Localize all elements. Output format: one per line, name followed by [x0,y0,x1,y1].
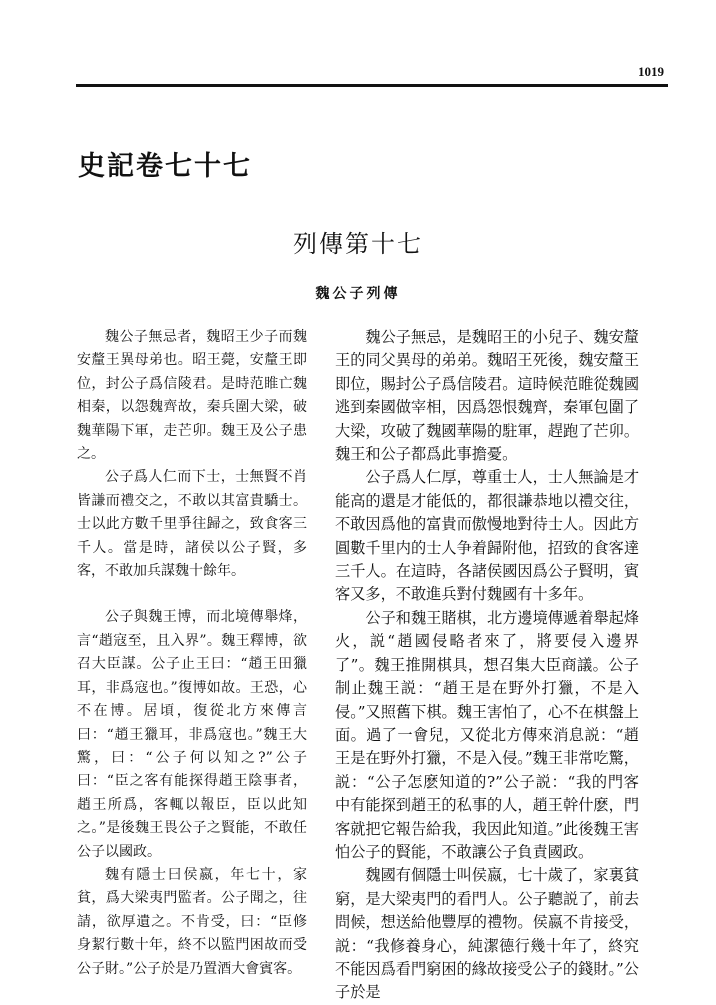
modern-paragraph-2: 公子爲人仁厚，尊重士人，士人無論是才能高的還是才能低的，都很謙恭地以禮交往，不敢因爲他的富貴而傲慢地對待士人。因此方圓數千里内的士人争着歸附他，招致的食客達三千人。在這時，各諸侯國因爲公子賢明，賓客又多，不敢進兵對付魏國有十多年。 [335,468,639,604]
modern-translation-column [335,326,639,1005]
classical-paragraph-4: 魏有隱士曰侯嬴，年七十，家貧，爲大梁夷門監者。公子聞之，往請，欲厚遺之。不肯受，曰：“臣修身絜行數十年，終不以監門困故而受公子財。”公子於是乃置酒大會賓客。 [77,866,307,977]
header-rule [76,84,668,87]
page-number: 1019 [638,64,664,79]
classical-paragraph-3: 公子與魏王博，而北境傳舉烽，言“趙寇至，且入界”。魏王釋博，欲召大臣謀。公子止王曰：“趙王田獵耳，非爲寇也。”復博如故。王恐，心不在博。居頃，復從北方來傳言曰：“趙王獵耳，非爲寇也。”魏王大驚，曰：“公子何以知之?”公子曰：“臣之客有能探得趙王陰事者，趙王所爲，客輒以報臣，臣以此知之。”是後魏王畏公子之賢能，不敢任公子以國政。 [77,609,307,860]
classical-paragraph-2: 公子爲人仁而下士，士無賢不肖皆謙而禮交之，不敢以其富貴驕士。士以此方數千里爭往歸之，致食客三千人。當是時，諸侯以公子賢，多客，不敢加兵謀魏十餘年。 [77,469,307,580]
section-title: 魏公子列傳 [315,286,401,302]
book-title: 史記卷七十七 [78,151,252,182]
chapter-title: 列傳第十七 [293,230,423,258]
modern-paragraph-4: 魏國有個隱士叫侯嬴，七十歲了，家裏貧窮，是大梁夷門的看門人。公子聽説了，前去問候，想送給他豐厚的禮物。侯嬴不肯接受，説：“我修養身心，純潔德行幾十年了，終究不能因爲看門窮困的緣故接受公子的錢財。”公子於是 [335,866,639,1002]
paragraph-gap [77,583,307,606]
modern-paragraph-3: 公子和魏王賭棋，北方邊境傳遞着舉起烽火，説“趙國侵略者來了，將要侵入邊界了”。魏王推開棋具，想召集大臣商議。公子制止魏王説：“趙王是在野外打獵，不是入侵。”又照舊下棋。魏王害怕了，心不在棋盤上面。過了一會兒，又從北方傳來消息説：“趙王是在野外打獵，不是入侵。”魏王非常吃驚，説：“公子怎麽知道的?”公子説：“我的門客中有能探到趙王的私事的人，趙王幹什麽，門客就把它報告給我，我因此知道。”此後魏王害怕公子的賢能，不敢讓公子負責國政。 [335,608,639,861]
classical-paragraph-1: 魏公子無忌者，魏昭王少子而魏安釐王異母弟也。昭王薨，安釐王即位，封公子爲信陵君。是時范睢亡魏相秦，以怨魏齊故，秦兵圍大梁，破魏華陽下軍，走芒卯。魏王及公子患之。 [77,329,307,463]
classical-text-column [77,326,307,981]
modern-paragraph-1: 魏公子無忌，是魏昭王的小兒子、魏安釐王的同父異母的弟弟。魏昭王死後，魏安釐王即位，賜封公子爲信陵君。這時候范睢從魏國逃到秦國做宰相，因爲怨恨魏齊，秦軍包圍了大梁，攻破了魏國華陽的駐軍，趕跑了芒卯。魏王和公子都爲此事擔憂。 [335,328,639,464]
